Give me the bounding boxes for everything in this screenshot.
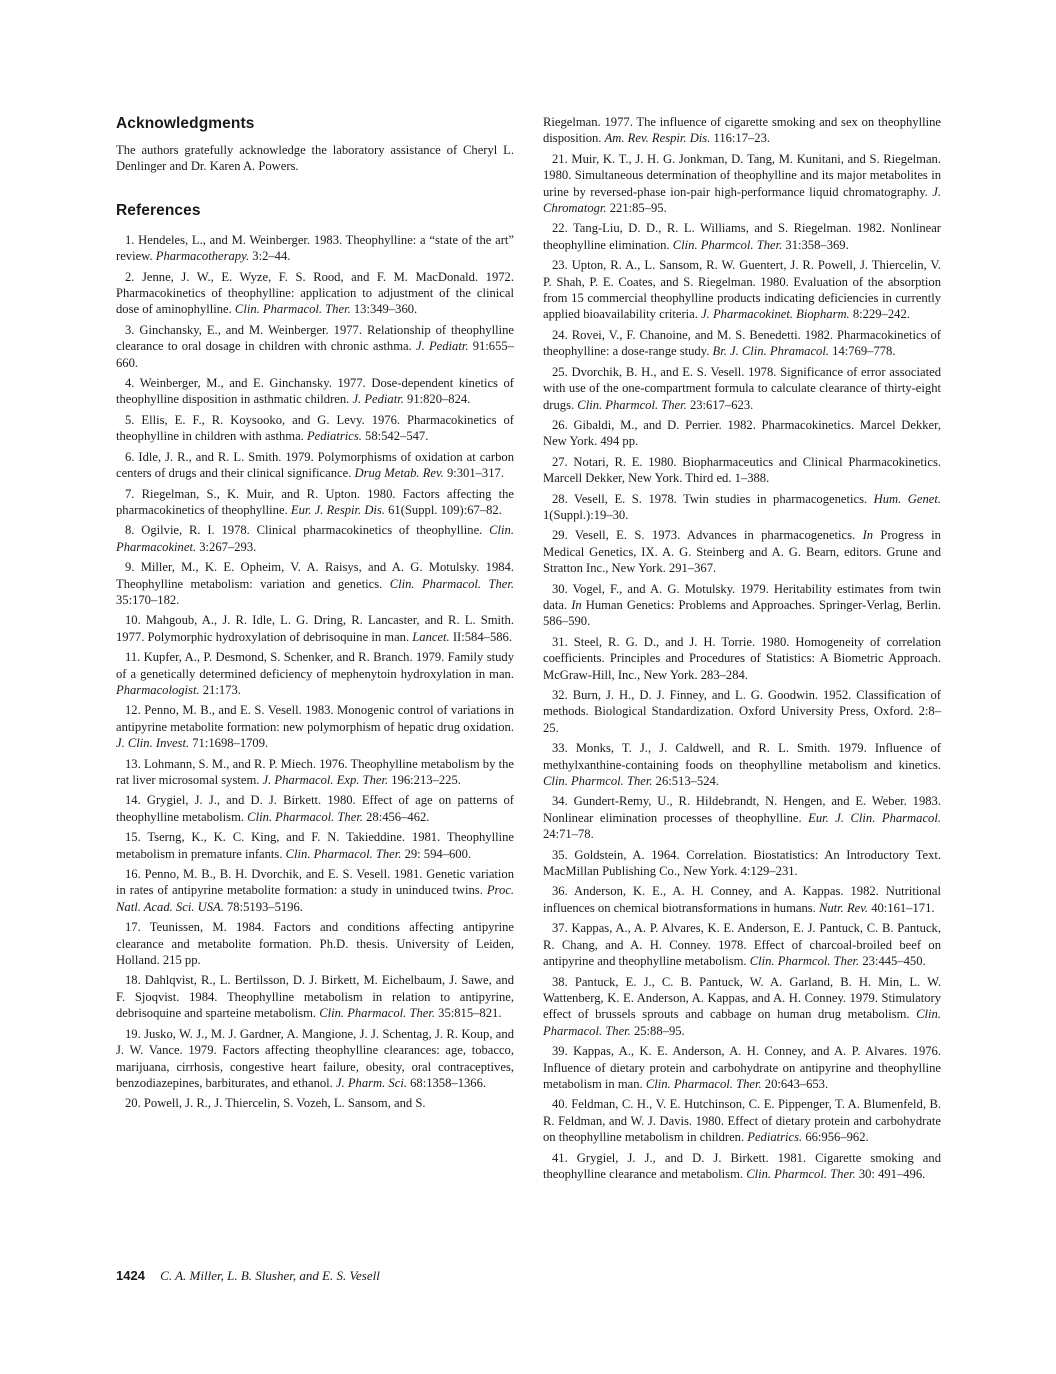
- reference-journal: Clin. Pharmcol. Ther.: [746, 1166, 856, 1181]
- reference-text: 35. Goldstein, A. 1964. Correlation. Biostatistics: An Introductory Text. MacMillan Publishing Co., New York. 4:129–231.: [543, 847, 941, 879]
- reference-text: 1. Hendeles, L., and M. Weinberger. 1983. Theophylline: a “state of the art” review.: [116, 232, 514, 264]
- reference-citation: 3:2–44.: [249, 249, 291, 264]
- reference-text: 40. Feldman, C. H., V. E. Hutchinson, C. E. Pippenger, T. A. Blumenfeld, B. R. Feldman, and W. J. Davis. 1980. Effect of dietary protein and carbohydrate on theophylline metabolism in children.: [543, 1097, 941, 1145]
- reference-journal: J. Chromatogr.: [543, 184, 941, 216]
- reference-item: [116, 269, 514, 318]
- reference-citation: 71:1698–1709.: [189, 736, 269, 751]
- reference-item: [116, 649, 514, 698]
- reference-item: [543, 417, 941, 450]
- reference-item: [116, 375, 514, 408]
- reference-item: [543, 634, 941, 683]
- reference-citation: 91:655–660.: [116, 339, 514, 370]
- reference-item: [543, 920, 941, 969]
- reference-text: 24. Rovei, V., F. Chanoine, and M. S. Benedetti. 1982. Pharmacokinetics of theophylline: a dose-range study.: [543, 327, 941, 359]
- reference-text: 22. Tang-Liu, D. D., R. L. Williams, and S. Riegelman. 1982. Nonlinear theophylline elimination.: [543, 221, 941, 252]
- reference-item: [116, 919, 514, 968]
- reference-journal: Drug Metab. Rev.: [354, 466, 444, 481]
- reference-item: [543, 454, 941, 487]
- reference-citation: 31:358–369.: [782, 237, 849, 252]
- reference-citation: 28:456–462.: [362, 809, 430, 824]
- reference-text: 18. Dahlqvist, R., L. Bertilsson, D. J. Birkett, M. Eichelbaum, J. Sawe, and F. Sjoqvist. 1984. Theophylline metabolism in relation to antipyrine, debrisoquine and sparteine metabolism.: [116, 973, 514, 1021]
- reference-text: Riegelman. 1977. The influence of cigarette smoking and sex on theophylline disposition.: [543, 115, 941, 146]
- reference-journal: Pediatrics.: [306, 429, 362, 444]
- reference-journal: In: [862, 528, 874, 543]
- reference-item: [543, 581, 941, 630]
- reference-journal: Clin. Pharmacol. Ther.: [285, 846, 402, 861]
- reference-citation: 23:617–623.: [686, 397, 754, 412]
- reference-text: 23. Upton, R. A., L. Sansom, R. W. Guentert, J. R. Powell, J. Thiercelin, V. P. Shah, P. E. Coates, and S. Riegelman. 1980. Evaluation of the absorption from 15 commercial theophylline products indicating deficiencies in currently applied bioavailability criteria.: [543, 258, 941, 322]
- reference-text: 9. Miller, M., K. E. Opheim, V. A. Raisys, and A. G. Motulsky. 1984. Theophylline metabolism: variation and genetics.: [116, 560, 514, 591]
- reference-citation: Human Genetics: Problems and Approaches. Springer-Verlag, Berlin. 586–590.: [543, 597, 941, 629]
- reference-citation: 68:1358–1366.: [406, 1075, 487, 1090]
- reference-item: [116, 972, 514, 1021]
- reference-journal: Pediatrics.: [747, 1130, 803, 1145]
- reference-journal: Clin. Pharmacol. Ther.: [389, 576, 514, 591]
- reference-text: 20. Powell, J. R., J. Thiercelin, S. Vozeh, L. Sansom, and S.: [125, 1096, 426, 1111]
- reference-item: [116, 1026, 514, 1092]
- reference-citation: 40:161–171.: [868, 900, 935, 915]
- reference-text: 7. Riegelman, S., K. Muir, and R. Upton. 1980. Factors affecting the pharmacokinetics of theophylline.: [116, 486, 514, 517]
- reference-text: 30. Vogel, F., and A. G. Motulsky. 1979. Heritability estimates from twin data.: [543, 581, 941, 612]
- reference-item: [543, 327, 941, 360]
- reference-citation: 221:85–95.: [606, 201, 667, 216]
- reference-journal: In: [571, 597, 582, 612]
- reference-item: [543, 151, 941, 217]
- reference-citation: 26:513–524.: [652, 774, 719, 789]
- reference-citation: 23:445–450.: [859, 954, 926, 969]
- reference-citation: 13:349–360.: [350, 302, 418, 317]
- right-column: [543, 114, 941, 1186]
- reference-citation: 35:170–182.: [116, 592, 180, 607]
- reference-citation: 20:643–653.: [761, 1076, 829, 1091]
- reference-item: [116, 792, 514, 825]
- reference-item: [116, 522, 514, 555]
- reference-item: [543, 527, 941, 576]
- reference-item: [116, 866, 514, 915]
- reference-journal: J. Pharmacokinet. Biopharm.: [701, 307, 850, 322]
- reference-text: 36. Anderson, K. E., A. H. Conney, and A. Kappas. 1982. Nutritional influences on chemical biotransformations in humans.: [543, 884, 941, 915]
- reference-item: [543, 220, 941, 253]
- reference-text: 32. Burn, J. H., D. J. Finney, and L. G. Goodwin. 1952. Classification of methods. Biological Standardization. Oxford University Press, Oxford. 2:8–25.: [543, 688, 941, 735]
- reference-journal: Pharmacologist.: [116, 682, 200, 697]
- reference-list-left: [116, 232, 514, 1112]
- reference-text: 5. Ellis, E. F., R. Koysooko, and G. Levy. 1976. Pharmacokinetics of theophylline in children with asthma.: [116, 412, 514, 444]
- reference-citation: 21:173.: [199, 682, 241, 697]
- reference-journal: Proc. Natl. Acad. Sci. USA.: [116, 883, 514, 914]
- reference-text: 16. Penno, M. B., B. H. Dvorchik, and E. S. Vesell. 1981. Genetic variation in rates of antipyrine metabolite formation: a study in uninduced twins.: [116, 867, 514, 898]
- reference-item: [543, 364, 941, 413]
- reference-citation: 25:88–95.: [630, 1023, 685, 1038]
- reference-citation: Progress in Medical Genetics, IX. A. G. Steinberg and A. G. Bearn, editors. Grune and Stratton Inc., New York. 291–367.: [543, 528, 941, 576]
- reference-item: [116, 322, 514, 371]
- reference-citation: 14:769–778.: [829, 344, 896, 359]
- reference-text: 19. Jusko, W. J., M. J. Gardner, A. Mangione, J. J. Schentag, J. R. Koup, and J. W. Vance. 1979. Factors affecting theophylline clearances: age, tobacco, marijuana, cirrhosis, congestive heart failure, obesity, oral contraceptives, benzodiazepines, barbiturates, and ethanol.: [116, 1026, 514, 1090]
- reference-citation: 61(Suppl. 109):67–82.: [384, 502, 502, 517]
- reference-item: [543, 1150, 941, 1183]
- reference-item: [543, 740, 941, 789]
- reference-item: [543, 793, 941, 842]
- reference-journal: J. Pharmacol. Exp. Ther.: [262, 773, 389, 787]
- reference-journal: Pharmacotherapy.: [155, 249, 250, 264]
- reference-item: [116, 232, 514, 265]
- reference-item: [116, 829, 514, 862]
- reference-citation: 196:213–225.: [388, 773, 461, 787]
- reference-text: 28. Vesell, E. S. 1978. Twin studies in pharmacogenetics.: [552, 491, 874, 506]
- reference-journal: J. Clin. Invest.: [116, 736, 190, 751]
- reference-text: 34. Gundert-Remy, U., R. Hildebrandt, N. Hengen, and E. Weber. 1983. Nonlinear elimination processes of theophylline.: [543, 794, 941, 825]
- reference-journal: Nutr. Rev.: [818, 900, 869, 915]
- reference-text: 21. Muir, K. T., J. H. G. Jonkman, D. Tang, M. Kunitani, and S. Riegelman. 1980. Simultaneous determination of theophylline and its major metabolites in urine by reversed-phase ion-pair high-performance liquid chromatography.: [543, 151, 941, 199]
- reference-item: [116, 412, 514, 445]
- reference-text: 33. Monks, T. J., J. Caldwell, and R. L. Smith. 1979. Influence of methylxanthine-containing foods on theophylline metabolism and kinetics.: [543, 741, 941, 772]
- reference-text: 27. Notari, R. E. 1980. Biopharmaceutics and Clinical Pharmacokinetics. Marcell Dekker, New York. Third ed. 1–388.: [543, 454, 941, 486]
- reference-text: 29. Vesell, E. S. 1973. Advances in pharmacogenetics.: [552, 528, 863, 543]
- left-column: [116, 114, 514, 1116]
- reference-citation: 58:542–547.: [361, 429, 429, 444]
- reference-item: [116, 702, 514, 751]
- reference-text: 17. Teunissen, M. 1984. Factors and conditions affecting antipyrine clearance and metabolite formation. Ph.D. thesis. University of Leiden, Holland. 215 pp.: [116, 920, 514, 968]
- reference-journal: Am. Rev. Respir. Dis.: [604, 131, 711, 146]
- reference-citation: 78:5193–5196.: [223, 899, 303, 914]
- reference-citation: 116:17–23.: [710, 131, 771, 146]
- reference-journal: J. Pediatr.: [352, 392, 404, 407]
- footer-authors: C. A. Miller, L. B. Slusher, and E. S. Vesell: [160, 1268, 380, 1283]
- reference-journal: Clin. Pharmcol. Ther.: [577, 397, 687, 412]
- reference-journal: Eur. J. Clin. Pharmacol.: [808, 810, 941, 825]
- reference-text: 8. Ogilvie, R. I. 1978. Clinical pharmacokinetics of theophylline.: [125, 523, 490, 538]
- reference-text: 38. Pantuck, E. J., C. B. Pantuck, W. A. Garland, B. H. Min, L. W. Wattenberg, K. E. Anderson, A. Kappas, and A. H. Conney. 1979. Stimulatory effect of brussels sprouts and cabbage on human drug metabolism.: [543, 974, 941, 1022]
- reference-citation: 9:301–317.: [443, 466, 504, 481]
- reference-text: 15. Tserng, K., K. C. King, and F. N. Takieddine. 1981. Theophylline metabolism in premature infants.: [116, 830, 514, 861]
- reference-item: [543, 974, 941, 1040]
- reference-journal: Lancet.: [412, 629, 450, 644]
- reference-text: 26. Gibaldi, M., and D. Perrier. 1982. Pharmacokinetics. Marcel Dekker, New York. 494 pp.: [543, 417, 941, 449]
- reference-citation: 29: 594–600.: [401, 846, 472, 861]
- reference-item: [543, 1096, 941, 1145]
- reference-text: 12. Penno, M. B., and E. S. Vesell. 1983. Monogenic control of variations in antipyrine metabolite formation: new polymorphism of hepatic drug oxidation.: [116, 703, 514, 734]
- reference-journal: Clin. Pharmacol. Ther.: [645, 1076, 762, 1091]
- reference-text: 41. Grygiel, J. J., and D. J. Birkett. 1981. Cigarette smoking and theophylline clearance and metabolism.: [543, 1150, 941, 1181]
- reference-citation: 24:71–78.: [543, 827, 594, 842]
- reference-item: [543, 491, 941, 524]
- reference-journal: Clin. Pharmcol. Ther.: [672, 237, 783, 252]
- reference-journal: Eur. J. Respir. Dis.: [290, 502, 385, 517]
- reference-citation: 8:229–242.: [849, 307, 910, 322]
- reference-item: [116, 486, 514, 519]
- reference-journal: Clin. Pharmacokinet.: [116, 523, 514, 554]
- reference-item: [543, 847, 941, 880]
- reference-item: [543, 257, 941, 323]
- references-heading: References: [116, 201, 201, 219]
- reference-text: 25. Dvorchik, B. H., and E. S. Vesell. 1978. Significance of error associated with use of the one-compartment formula to calculate clearance of thirty-eight drugs.: [543, 364, 941, 412]
- reference-text: 14. Grygiel, J. J., and D. J. Birkett. 1980. Effect of age on patterns of theophylline metabolism.: [116, 793, 514, 824]
- reference-citation: 66:956–962.: [802, 1130, 869, 1145]
- reference-journal: Hum. Genet.: [873, 491, 941, 506]
- reference-text: 31. Steel, R. G. D., and J. H. Torrie. 1980. Homogeneity of correlation coefficients. Principles and Procedures of Statistics: A Biometric Approach. McGraw-Hill, Inc., New York. 283–284.: [543, 634, 941, 682]
- page-footer: [116, 1268, 380, 1284]
- reference-journal: J. Pediatr.: [415, 339, 469, 354]
- reference-journal: Clin. Pharmacol. Ther.: [247, 809, 363, 824]
- reference-citation: 30: 491–496.: [855, 1166, 926, 1181]
- reference-citation: 91:820–824.: [403, 392, 471, 407]
- reference-journal: Clin. Pharmacol. Ther.: [234, 302, 351, 317]
- reference-text: 37. Kappas, A., A. P. Alvares, K. E. Anderson, E. J. Pantuck, C. B. Pantuck, R. Chang, and A. H. Conney. 1978. Effect of charcoal-broiled beef on antipyrine and theophylline metabolism.: [543, 921, 941, 969]
- reference-text: 13. Lohmann, S. M., and R. P. Miech. 1976. Theophylline metabolism by the rat liver microsomal system.: [116, 756, 514, 787]
- reference-list-right: [543, 114, 941, 1182]
- reference-item: [543, 687, 941, 736]
- reference-item: [116, 449, 514, 482]
- reference-journal: J. Pharm. Sci.: [335, 1075, 407, 1090]
- reference-text: 6. Idle, J. R., and R. L. Smith. 1979. Polymorphisms of oxidation at carbon centers of drugs and their clinical significance.: [116, 449, 514, 481]
- reference-journal: Clin. Pharmacol. Ther.: [319, 1006, 435, 1021]
- reference-journal: Clin. Pharmacol. Ther.: [543, 1007, 941, 1038]
- reference-journal: Clin. Pharmcol. Ther.: [543, 774, 653, 789]
- reference-text: 39. Kappas, A., K. E. Anderson, A. H. Conney, and A. P. Alvares. 1976. Influence of dietary protein and carbohydrate on antipyrine and theophylline metabolism in man.: [543, 1044, 941, 1091]
- acknowledgments-heading: Acknowledgments: [116, 115, 255, 132]
- reference-journal: Br. J. Clin. Phramacol.: [712, 344, 830, 359]
- reference-citation: II:584–586.: [449, 629, 512, 644]
- page-number: 1424: [116, 1268, 145, 1283]
- reference-text: 3. Ginchansky, E., and M. Weinberger. 1977. Relationship of theophylline clearance to oral dosage in children with chronic asthma.: [116, 322, 514, 354]
- reference-item: [543, 1043, 941, 1092]
- reference-item: [543, 883, 941, 916]
- reference-citation: 35:815–821.: [435, 1006, 502, 1021]
- reference-text: 11. Kupfer, A., P. Desmond, S. Schenker, and R. Branch. 1979. Family study of a genetically determined deficiency of mephenytoin hydroxylation in man.: [116, 650, 514, 681]
- reference-item: [116, 559, 514, 608]
- reference-item: [543, 114, 941, 147]
- reference-item: [116, 1095, 514, 1111]
- acknowledgments-text: The authors gratefully acknowledge the laboratory assistance of Cheryl L. Denlinger and Dr. Karen A. Powers.: [116, 143, 514, 174]
- reference-text: 10. Mahgoub, A., J. R. Idle, L. G. Dring, R. Lancaster, and R. L. Smith. 1977. Polymorphic hydroxylation of debrisoquine in man.: [116, 613, 514, 644]
- reference-citation: 3:267–293.: [196, 539, 257, 554]
- reference-item: [116, 612, 514, 645]
- reference-citation: 1(Suppl.):19–30.: [543, 507, 629, 522]
- reference-journal: Clin. Pharmcol. Ther.: [749, 954, 860, 969]
- reference-item: [116, 756, 514, 789]
- reference-text: 2. Jenne, J. W., E. Wyze, F. S. Rood, and F. M. MacDonald. 1972. Pharmacokinetics of theophylline: application to adjustment of the clinical dose of aminophylline.: [116, 269, 514, 317]
- reference-text: 4. Weinberger, M., and E. Ginchansky. 1977. Dose-dependent kinetics of theophylline disposition in asthmatic children.: [116, 376, 514, 407]
